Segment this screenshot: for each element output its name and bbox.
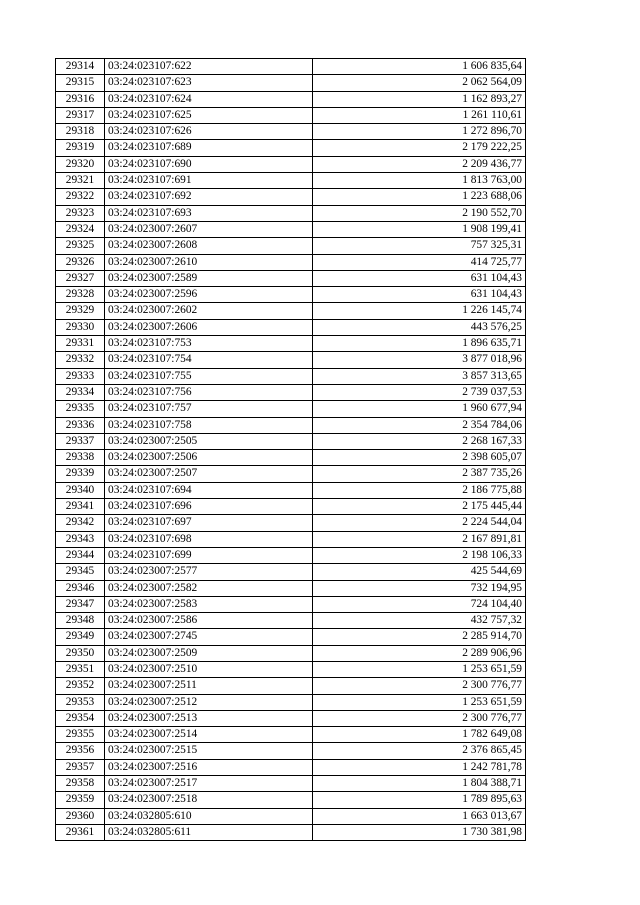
table-row [56,75,526,91]
cadastral-number-cell: 03:24:023007:2583 [105,596,313,612]
table-row [56,759,526,775]
row-number-cell: 29361 [56,824,105,840]
table-row [56,482,526,498]
table-row [56,417,526,433]
table-row [56,710,526,726]
row-number-cell: 29332 [56,352,105,368]
cadastral-number-cell: 03:24:023107:622 [105,59,313,75]
cadastral-number-cell: 03:24:023107:690 [105,156,313,172]
table-row [56,580,526,596]
value-cell: 631 104,43 [313,270,526,286]
cadastral-number-cell: 03:24:023007:2516 [105,759,313,775]
row-number-cell: 29350 [56,645,105,661]
value-cell: 1 960 677,94 [313,401,526,417]
value-cell: 724 104,40 [313,596,526,612]
value-cell: 1 896 635,71 [313,336,526,352]
table-row [56,107,526,123]
value-cell: 2 268 167,33 [313,433,526,449]
row-number-cell: 29351 [56,661,105,677]
table-row [56,433,526,449]
cadastral-number-cell: 03:24:023107:699 [105,547,313,563]
table-row [56,287,526,303]
table-row [56,156,526,172]
cadastral-number-cell: 03:24:023007:2515 [105,743,313,759]
table-row [56,596,526,612]
table-row [56,515,526,531]
row-number-cell: 29347 [56,596,105,612]
row-number-cell: 29339 [56,466,105,482]
table-row [56,743,526,759]
cadastral-number-cell: 03:24:023007:2577 [105,564,313,580]
value-cell: 1 804 388,71 [313,776,526,792]
row-number-cell: 29338 [56,450,105,466]
cadastral-number-cell: 03:24:023007:2596 [105,287,313,303]
value-cell: 2 376 865,45 [313,743,526,759]
value-cell: 1 253 651,59 [313,661,526,677]
row-number-cell: 29344 [56,547,105,563]
row-number-cell: 29354 [56,710,105,726]
row-number-cell: 29315 [56,75,105,91]
table-row [56,661,526,677]
row-number-cell: 29323 [56,205,105,221]
cadastral-number-cell: 03:24:023007:2505 [105,433,313,449]
table-row [56,678,526,694]
cadastral-number-cell: 03:24:023007:2507 [105,466,313,482]
value-cell: 3 877 018,96 [313,352,526,368]
cadastral-number-cell: 03:24:023007:2511 [105,678,313,694]
table-row [56,531,526,547]
row-number-cell: 29341 [56,499,105,515]
value-cell: 2 186 775,88 [313,482,526,498]
cadastral-number-cell: 03:24:023007:2589 [105,270,313,286]
table-row [56,466,526,482]
value-cell: 2 224 544,04 [313,515,526,531]
table-row [56,499,526,515]
value-cell: 1 223 688,06 [313,189,526,205]
value-cell: 2 398 605,07 [313,450,526,466]
cadastral-number-cell: 03:24:023107:623 [105,75,313,91]
value-cell: 1 789 895,63 [313,792,526,808]
row-number-cell: 29357 [56,759,105,775]
cadastral-number-cell: 03:24:023007:2610 [105,254,313,270]
table-row [56,384,526,400]
value-cell: 2 167 891,81 [313,531,526,547]
value-cell: 2 179 222,25 [313,140,526,156]
cadastral-number-cell: 03:24:023107:756 [105,384,313,400]
row-number-cell: 29335 [56,401,105,417]
cadastral-number-cell: 03:24:023107:758 [105,417,313,433]
table-row [56,776,526,792]
value-cell: 2 190 552,70 [313,205,526,221]
row-number-cell: 29316 [56,91,105,107]
cadastral-number-cell: 03:24:023007:2607 [105,221,313,237]
value-cell: 3 857 313,65 [313,368,526,384]
value-cell: 2 739 037,53 [313,384,526,400]
row-number-cell: 29318 [56,124,105,140]
value-cell: 2 175 445,44 [313,499,526,515]
table-row [56,450,526,466]
row-number-cell: 29356 [56,743,105,759]
value-cell: 443 576,25 [313,319,526,335]
table-row [56,270,526,286]
cadastral-number-cell: 03:24:023007:2513 [105,710,313,726]
table-row [56,124,526,140]
table-row [56,401,526,417]
row-number-cell: 29337 [56,433,105,449]
table-row [56,613,526,629]
value-cell: 2 198 106,33 [313,547,526,563]
value-cell: 1 242 781,78 [313,759,526,775]
row-number-cell: 29340 [56,482,105,498]
cadastral-number-cell: 03:24:023007:2510 [105,661,313,677]
cadastral-number-cell: 03:24:023007:2517 [105,776,313,792]
row-number-cell: 29319 [56,140,105,156]
row-number-cell: 29322 [56,189,105,205]
row-number-cell: 29348 [56,613,105,629]
table-row [56,173,526,189]
value-cell: 631 104,43 [313,287,526,303]
table-row [56,238,526,254]
row-number-cell: 29314 [56,59,105,75]
table-row [56,694,526,710]
table-row [56,824,526,840]
table-row [56,140,526,156]
value-cell: 2 209 436,77 [313,156,526,172]
cadastral-number-cell: 03:24:023107:694 [105,482,313,498]
table-row [56,59,526,75]
cadastral-number-cell: 03:24:023007:2512 [105,694,313,710]
value-cell: 1 272 896,70 [313,124,526,140]
value-cell: 2 062 564,09 [313,75,526,91]
value-cell: 1 730 381,98 [313,824,526,840]
row-number-cell: 29317 [56,107,105,123]
value-cell: 1 226 145,74 [313,303,526,319]
table-row [56,319,526,335]
cadastral-number-cell: 03:24:032805:610 [105,808,313,824]
row-number-cell: 29359 [56,792,105,808]
value-cell: 1 162 893,27 [313,91,526,107]
row-number-cell: 29325 [56,238,105,254]
value-cell: 414 725,77 [313,254,526,270]
value-cell: 425 544,69 [313,564,526,580]
table-row [56,629,526,645]
value-cell: 2 387 735,26 [313,466,526,482]
table-row [56,352,526,368]
cadastral-number-cell: 03:24:023107:755 [105,368,313,384]
table-row [56,645,526,661]
table-row [56,808,526,824]
row-number-cell: 29343 [56,531,105,547]
value-cell: 2 354 784,06 [313,417,526,433]
value-cell: 432 757,32 [313,613,526,629]
row-number-cell: 29346 [56,580,105,596]
value-cell: 1 782 649,08 [313,727,526,743]
row-number-cell: 29358 [56,776,105,792]
cadastral-number-cell: 03:24:023007:2582 [105,580,313,596]
row-number-cell: 29330 [56,319,105,335]
cadastral-number-cell: 03:24:023107:689 [105,140,313,156]
row-number-cell: 29345 [56,564,105,580]
cadastral-number-cell: 03:24:023007:2514 [105,727,313,743]
cadastral-number-cell: 03:24:023107:757 [105,401,313,417]
row-number-cell: 29326 [56,254,105,270]
row-number-cell: 29329 [56,303,105,319]
row-number-cell: 29324 [56,221,105,237]
cadastral-value-table [55,58,526,841]
row-number-cell: 29333 [56,368,105,384]
cadastral-number-cell: 03:24:023107:626 [105,124,313,140]
table-row [56,727,526,743]
row-number-cell: 29342 [56,515,105,531]
table-row [56,189,526,205]
cadastral-number-cell: 03:24:023107:753 [105,336,313,352]
cadastral-number-cell: 03:24:023107:624 [105,91,313,107]
table-row [56,336,526,352]
cadastral-number-cell: 03:24:032805:611 [105,824,313,840]
value-cell: 2 285 914,70 [313,629,526,645]
cadastral-number-cell: 03:24:023007:2506 [105,450,313,466]
value-cell: 1 908 199,41 [313,221,526,237]
cadastral-number-cell: 03:24:023107:754 [105,352,313,368]
row-number-cell: 29353 [56,694,105,710]
row-number-cell: 29334 [56,384,105,400]
row-number-cell: 29328 [56,287,105,303]
value-cell: 2 289 906,96 [313,645,526,661]
table-row [56,564,526,580]
table-row [56,303,526,319]
value-cell: 1 813 763,00 [313,173,526,189]
value-cell: 1 663 013,67 [313,808,526,824]
value-cell: 732 194,95 [313,580,526,596]
row-number-cell: 29355 [56,727,105,743]
table-row [56,221,526,237]
value-cell: 1 261 110,61 [313,107,526,123]
cadastral-number-cell: 03:24:023007:2602 [105,303,313,319]
cadastral-number-cell: 03:24:023007:2608 [105,238,313,254]
row-number-cell: 29360 [56,808,105,824]
cadastral-number-cell: 03:24:023007:2586 [105,613,313,629]
table-row [56,254,526,270]
cadastral-number-cell: 03:24:023107:696 [105,499,313,515]
value-cell: 2 300 776,77 [313,678,526,694]
value-cell: 2 300 776,77 [313,710,526,726]
document-page [55,58,526,841]
table-row [56,547,526,563]
value-cell: 1 606 835,64 [313,59,526,75]
row-number-cell: 29321 [56,173,105,189]
row-number-cell: 29336 [56,417,105,433]
row-number-cell: 29327 [56,270,105,286]
cadastral-number-cell: 03:24:023107:692 [105,189,313,205]
cadastral-number-cell: 03:24:023107:697 [105,515,313,531]
cadastral-number-cell: 03:24:023107:698 [105,531,313,547]
cadastral-number-cell: 03:24:023107:625 [105,107,313,123]
table-body [56,59,526,841]
value-cell: 1 253 651,59 [313,694,526,710]
row-number-cell: 29352 [56,678,105,694]
row-number-cell: 29320 [56,156,105,172]
cadastral-number-cell: 03:24:023007:2509 [105,645,313,661]
table-row [56,91,526,107]
cadastral-number-cell: 03:24:023107:693 [105,205,313,221]
cadastral-number-cell: 03:24:023107:691 [105,173,313,189]
table-row [56,792,526,808]
table-row [56,368,526,384]
row-number-cell: 29349 [56,629,105,645]
cadastral-number-cell: 03:24:023007:2606 [105,319,313,335]
cadastral-number-cell: 03:24:023007:2745 [105,629,313,645]
cadastral-number-cell: 03:24:023007:2518 [105,792,313,808]
row-number-cell: 29331 [56,336,105,352]
value-cell: 757 325,31 [313,238,526,254]
table-row [56,205,526,221]
